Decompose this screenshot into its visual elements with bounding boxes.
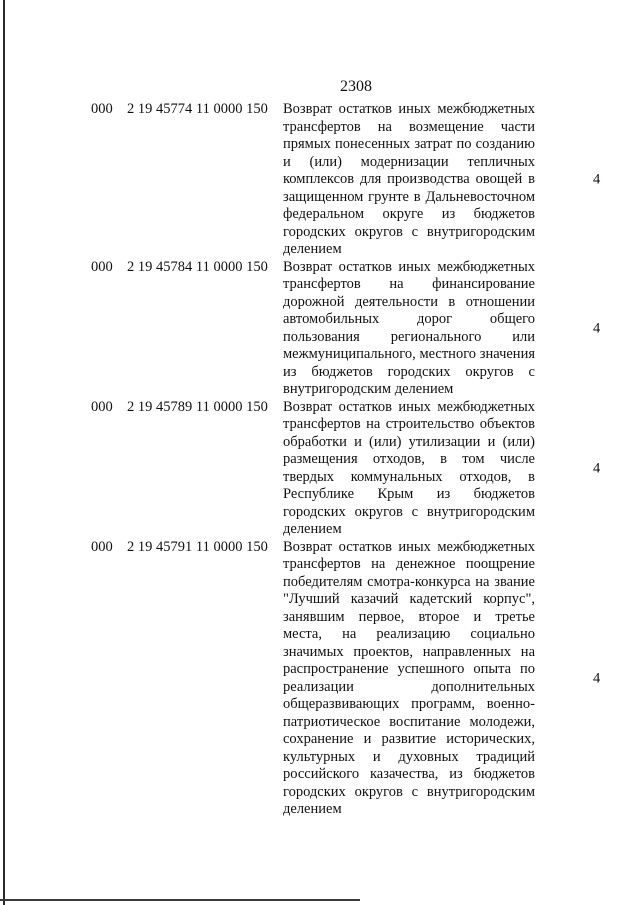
budget-code-table bbox=[0, 101, 640, 819]
admin-code: 000 bbox=[91, 398, 113, 415]
kbk-code: 2 19 45784 11 0000 150 bbox=[127, 258, 268, 275]
table-row bbox=[0, 259, 640, 399]
row-value: 4 bbox=[593, 459, 601, 476]
admin-code: 000 bbox=[91, 258, 113, 275]
row-value: 4 bbox=[593, 669, 601, 686]
page-number: 2308 bbox=[340, 78, 372, 95]
admin-code: 000 bbox=[91, 538, 113, 555]
row-description: Возврат остатков иных межбюджетных трансфертов на финансирование дорожной деятельности в отношении автомобильных дорог общего пользования регионального или межмуниципального, местного значения из бюджетов городских округов с внутригородским делением bbox=[283, 258, 535, 397]
kbk-code: 2 19 45789 11 0000 150 bbox=[127, 398, 268, 415]
kbk-code: 2 19 45774 11 0000 150 bbox=[127, 101, 268, 117]
row-value: 4 bbox=[593, 319, 601, 336]
scan-edge-bottom bbox=[0, 899, 360, 901]
row-description: Возврат остатков иных межбюджетных трансфертов на строительство объектов обработки и (или) утилизации и (или) размещения отходов, в том числе твердых коммунальных отходов, в Республике Крым из бюджетов городских округов с внутригородским делением bbox=[283, 398, 535, 537]
table-row bbox=[0, 101, 640, 259]
table-row bbox=[0, 399, 640, 539]
row-value: 4 bbox=[593, 171, 601, 187]
row-description: Возврат остатков иных межбюджетных трансфертов на денежное поощрение победителям смотра-конкурса на звание "Лучший казачий кадетский корпус", занявшим первое, второе и третье места, на реализацию социально значимых проектов, направленных на распространение успешного опыта по реализации дополнительных общеразвивающих программ, военно-патриотическое воспитание молодежи, сохранение и развитие исторических, культурных и духовных традиций российского казачества, из бюджетов городских округов с внутригородским делением bbox=[283, 538, 535, 817]
row-description: Возврат остатков иных межбюджетных трансфертов на возмещение части прямых понесенных затрат по созданию и (или) модернизации тепличных комплексов для производства овощей в защищенном грунте в Дальневосточном федеральном округе из бюджетов городских округов с внутригородским делением bbox=[283, 101, 535, 257]
kbk-code: 2 19 45791 11 0000 150 bbox=[127, 538, 268, 555]
admin-code: 000 bbox=[91, 101, 113, 117]
table-row bbox=[0, 539, 640, 819]
